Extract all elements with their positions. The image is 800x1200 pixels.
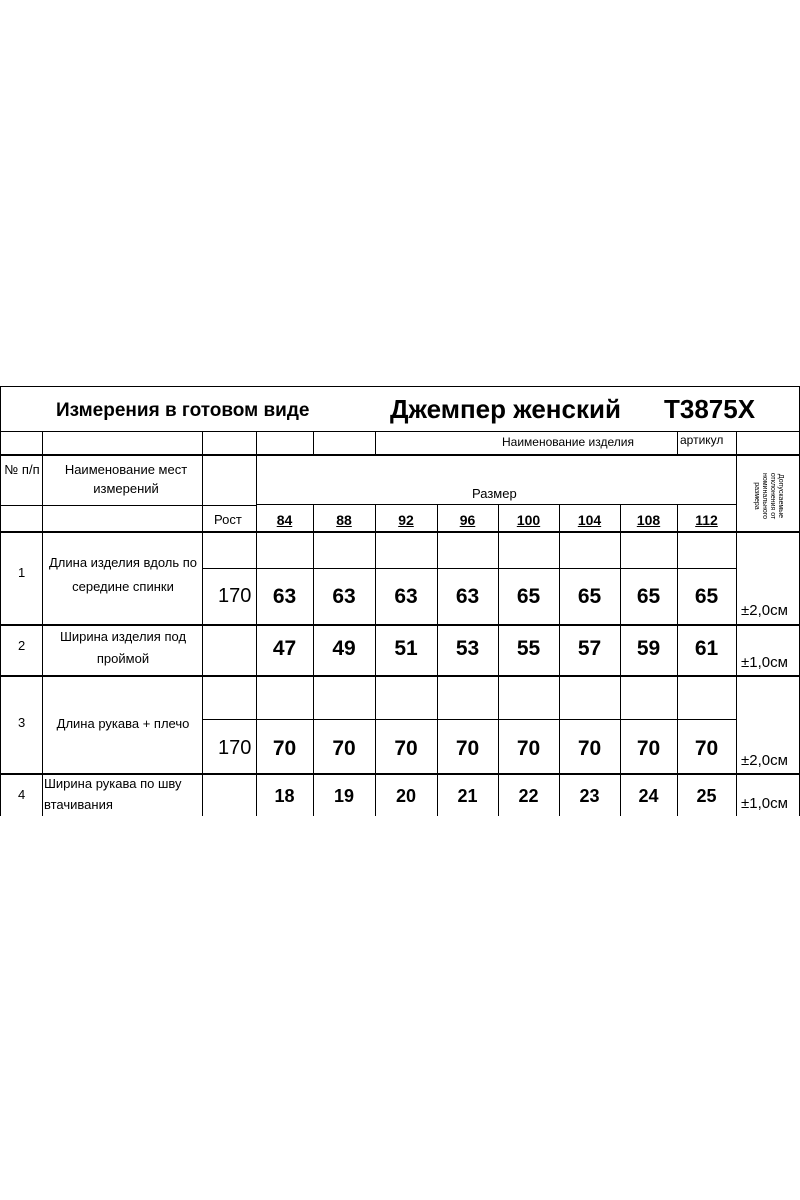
size-header: 108 — [636, 512, 661, 528]
row-name-line2: втачивания — [44, 797, 113, 812]
row-value: 63 — [332, 585, 356, 608]
row-tolerance: ±1,0см — [741, 795, 788, 812]
grid-v — [42, 431, 43, 816]
size-caption: Размер — [472, 486, 517, 501]
row-value: 65 — [694, 585, 719, 608]
row-value: 21 — [457, 786, 478, 806]
row-name-line1: Ширина рукава по шву — [44, 776, 182, 791]
row-value: 61 — [694, 637, 719, 660]
row-value: 19 — [333, 786, 355, 806]
tolerance-header — [738, 456, 798, 530]
row-name-line1: Ширина изделия под — [59, 629, 187, 644]
row-height: 170 — [218, 737, 252, 759]
row-name-line2: проймой — [96, 651, 150, 666]
grid-h — [0, 454, 800, 456]
size-header: 112 — [695, 512, 718, 528]
grid-v — [677, 431, 678, 454]
row-value: 70 — [455, 737, 480, 760]
size-header: 96 — [459, 512, 476, 528]
row-value: 65 — [577, 585, 602, 608]
grid-v — [202, 431, 203, 454]
row-tolerance: ±2,0см — [741, 752, 788, 769]
page-title: Измерения в готовом виде — [56, 400, 310, 421]
grid-v — [202, 454, 203, 816]
row-value: 70 — [332, 737, 356, 760]
tolerance-caption: Допускаемые отклонения от номинального размера — [753, 472, 784, 520]
row-value: 70 — [577, 737, 602, 760]
row-value: 65 — [516, 585, 541, 608]
row-value: 57 — [577, 637, 602, 660]
size-header: 84 — [276, 512, 293, 528]
grid-h — [0, 773, 800, 775]
row-value: 51 — [394, 637, 418, 660]
row-height: 170 — [218, 585, 252, 607]
row-name-line1: Длина изделия вдоль по — [48, 555, 198, 570]
grid-h — [202, 568, 736, 569]
grid-h — [0, 675, 800, 677]
row-value: 23 — [579, 786, 600, 806]
size-header: 88 — [336, 512, 352, 528]
row-value: 53 — [455, 637, 480, 660]
size-header: 104 — [577, 512, 602, 528]
row-value: 65 — [636, 585, 661, 608]
row-num: 2 — [18, 638, 26, 653]
row-value: 63 — [455, 585, 480, 608]
grid-v — [375, 431, 376, 454]
row-tolerance: ±1,0см — [741, 654, 788, 671]
row-num: 1 — [18, 565, 26, 580]
grid-h — [0, 531, 800, 533]
col-height-header: Рост — [214, 512, 242, 527]
row-value: 63 — [394, 585, 418, 608]
row-value: 70 — [516, 737, 541, 760]
product-name: Джемпер женский — [390, 394, 621, 424]
grid-v — [736, 431, 737, 816]
row-value: 24 — [638, 786, 659, 806]
row-value: 70 — [272, 737, 297, 760]
grid-h — [202, 719, 736, 720]
row-value: 20 — [395, 786, 417, 806]
grid-h — [0, 624, 800, 626]
grid-v — [313, 431, 314, 454]
size-chart-sheet — [0, 386, 800, 816]
row-value: 55 — [516, 637, 541, 660]
size-header: 100 — [516, 512, 541, 528]
col-num-header: № п/п — [4, 462, 40, 477]
product-article: Т3875Х — [664, 394, 756, 424]
row-value: 70 — [394, 737, 418, 760]
size-header: 92 — [398, 512, 414, 528]
row-name-line2: середине спинки — [72, 579, 174, 594]
row-num: 4 — [18, 787, 26, 802]
row-value: 25 — [696, 786, 717, 806]
grid-h — [256, 504, 736, 505]
row-value: 47 — [272, 637, 297, 660]
col-name-header: Наименование мест измерений — [64, 462, 188, 496]
grid-h — [0, 431, 800, 432]
row-value: 70 — [636, 737, 661, 760]
row-value: 59 — [636, 637, 661, 660]
row-num: 3 — [18, 715, 26, 730]
row-value: 18 — [274, 786, 295, 806]
row-value: 70 — [694, 737, 719, 760]
grid-v — [0, 386, 1, 816]
row-value: 63 — [272, 585, 297, 608]
row-name-line1: Длина рукава + плечо — [56, 716, 190, 731]
grid-h — [0, 505, 256, 506]
product-name-caption: Наименование изделия — [502, 435, 634, 449]
row-value: 22 — [518, 786, 539, 806]
row-value: 49 — [332, 637, 356, 660]
article-caption: артикул — [680, 433, 724, 447]
grid-h — [0, 386, 800, 387]
row-tolerance: ±2,0см — [741, 602, 788, 619]
